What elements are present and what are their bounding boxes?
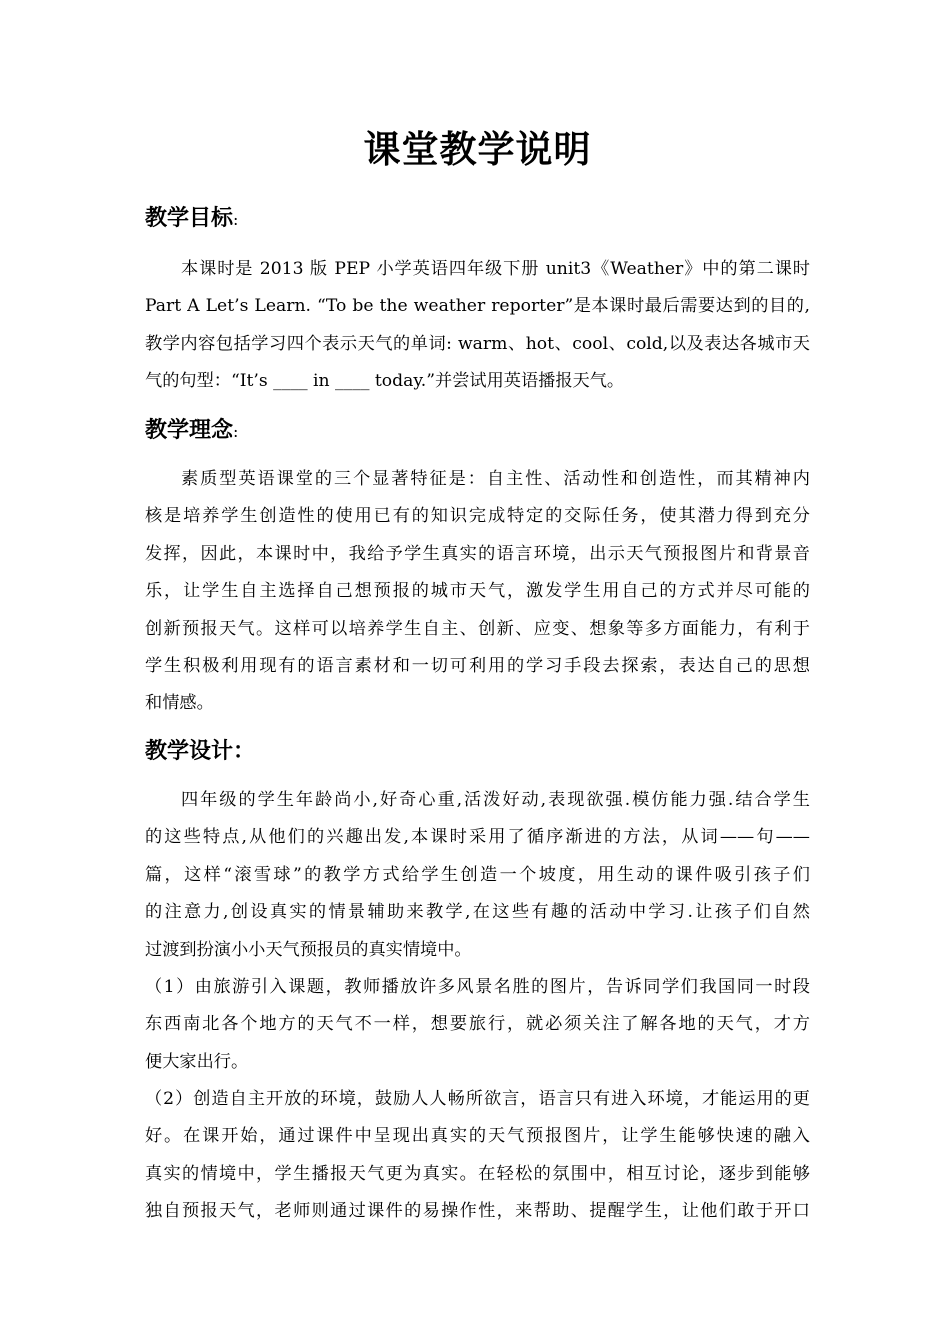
paragraph-line: 核是培养学生创造性的使用已有的知识完成特定的交际任务，使其潜力得到充分 <box>145 506 810 527</box>
design-step-1 <box>145 969 810 1081</box>
section-heading-text: 教学理念 <box>145 418 234 443</box>
paragraph-line: 好。在课开始，通过课件中呈现出真实的天气预报图片，让学生能够快速的融入 <box>145 1126 810 1147</box>
paragraph-line: 独自预报天气，老师则通过课件的易操作性，来帮助、提醒学生，让他们敢于开口 <box>145 1201 810 1222</box>
design-paragraph <box>145 782 810 969</box>
paragraph-line: 乐，让学生自主选择自己想预报的城市天气，激发学生用自己的方式并尽可能的 <box>145 581 810 602</box>
paragraph-line: 学生积极利用现有的语言素材和一切可利用的学习手段去探索，表达自己的思想 <box>145 655 810 676</box>
paragraph-line: 气的句型：“It’s ____ in ____ today.”并尝试用英语播报天气。 <box>145 371 625 392</box>
philosophy-paragraph <box>145 461 810 723</box>
section-heading-text: 教学目标 <box>145 206 234 231</box>
paragraph-line: 真实的情境中，学生播报天气更为真实。在轻松的氛围中，相互讨论，逐步到能够 <box>145 1163 810 1184</box>
section-heading-philosophy <box>145 415 238 448</box>
paragraph-line: Part A Let’s Learn. “To be the weather reporter”是本课时最后需要达到的目的, <box>145 296 810 317</box>
paragraph-line: 便大家出行。 <box>145 1051 249 1072</box>
section-heading-design <box>145 736 255 768</box>
section-heading-suffix: : <box>233 422 239 441</box>
section-heading-text: 教学设计： <box>145 739 256 764</box>
paragraph-line: 的注意力,创设真实的情景辅助来教学,在这些有趣的活动中学习.让孩子们自然 <box>145 902 810 923</box>
paragraph-line: 篇，这样“滚雪球”的教学方式给学生创造一个坡度，用生动的课件吸引孩子们 <box>145 864 810 885</box>
paragraph-line: 过渡到扮演小小天气预报员的真实情境中。 <box>145 939 472 960</box>
paragraph-line: 四年级的学生年龄尚小,好奇心重,活泼好动,表现欲强.模仿能力强.结合学生 <box>181 790 810 810</box>
paragraph-line: 教学内容包括学习四个表示天气的单词: warm、hot、cool、cold,以及表达各城市天 <box>145 333 810 354</box>
section-heading-suffix: : <box>233 210 239 229</box>
paragraph-line: 的这些特点,从他们的兴趣出发,本课时采用了循序渐进的方法，从词——句—— <box>145 827 810 848</box>
paragraph-line: 和情感。 <box>145 693 214 714</box>
document-title: 课堂教学说明 <box>363 128 592 171</box>
paragraph-line: （1）由旅游引入课题，教师播放许多风景名胜的图片，告诉同学们我国同一时段 <box>145 977 810 997</box>
paragraph-line: 发挥，因此，本课时中，我给予学生真实的语言环境，出示天气预报图片和背景音 <box>145 543 810 564</box>
section-heading-objectives <box>145 203 238 236</box>
design-step-2 <box>145 1081 810 1231</box>
paragraph-line: 本课时是 2013 版 PEP 小学英语四年级下册 unit3《Weather》中的第二课时 <box>181 259 810 279</box>
paragraph-line: 创新预报天气。这样可以培养学生自主、创新、应变、想象等多方面能力，有利于 <box>145 618 810 639</box>
paragraph-line: 素质型英语课堂的三个显著特征是：自主性、活动性和创造性，而其精神内 <box>181 469 810 489</box>
paragraph-line: 东西南北各个地方的天气不一样，想要旅行，就必须关注了解各地的天气，才方 <box>145 1014 810 1035</box>
objectives-paragraph <box>145 251 810 401</box>
paragraph-line: （2）创造自主开放的环境，鼓励人人畅所欲言，语言只有进入环境，才能运用的更 <box>145 1089 810 1109</box>
